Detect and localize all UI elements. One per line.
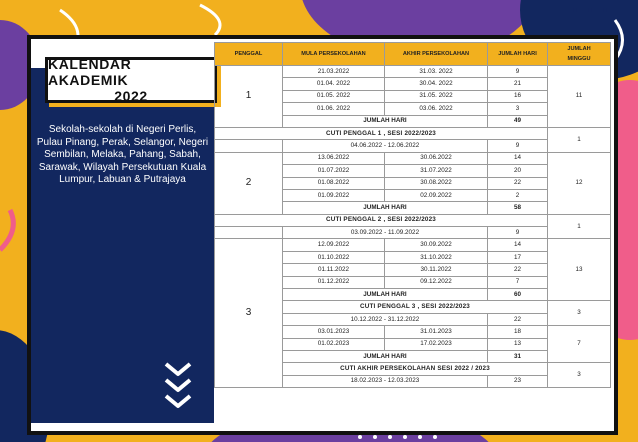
akhir-cell: 31.03. 2022 xyxy=(385,66,488,78)
header-akhir: AKHIR PERSEKOLAHAN xyxy=(385,43,488,66)
akhir-cell: 31.01.2023 xyxy=(385,326,488,338)
mula-cell: 01.12.2022 xyxy=(283,276,385,288)
minggu-cell: 13 xyxy=(548,239,611,301)
header-mula: MULA PERSEKOLAHAN xyxy=(283,43,385,66)
total-label: JUMLAH HARI xyxy=(283,350,488,362)
total-value: 31 xyxy=(488,350,548,362)
mula-cell: 01.06. 2022 xyxy=(283,103,385,115)
minggu-cell: 12 xyxy=(548,152,611,214)
total-value: 58 xyxy=(488,202,548,214)
akhir-cell: 30.06.2022 xyxy=(385,152,488,164)
mula-cell: 01.07.2022 xyxy=(283,165,385,177)
hari-cell: 20 xyxy=(488,165,548,177)
hari-cell: 9 xyxy=(488,66,548,78)
hari-cell: 7 xyxy=(488,276,548,288)
hari-cell: 3 xyxy=(488,103,548,115)
mula-cell: 01.09.2022 xyxy=(283,189,385,201)
total-label: JUMLAH HARI xyxy=(283,115,488,127)
akhir-cell: 31.05. 2022 xyxy=(385,90,488,102)
mula-cell: 01.10.2022 xyxy=(283,251,385,263)
penggal-1-label: 1 xyxy=(215,66,283,128)
break-hari: 9 xyxy=(488,140,548,152)
break-range: 03.09.2022 - 11.09.2022 xyxy=(283,227,488,239)
triple-chevron-down-icon xyxy=(163,360,193,412)
break-row xyxy=(215,214,611,226)
page-year: 2022 xyxy=(114,88,148,104)
break-row xyxy=(215,127,611,139)
break-label: CUTI PENGGAL 3 , SESI 2022/2023 xyxy=(283,301,548,313)
header-jumlah-minggu-line2: MINGGU xyxy=(567,56,591,62)
total-value: 60 xyxy=(488,289,548,301)
break-label: CUTI PENGGAL 1 , SESI 2022/2023 xyxy=(215,127,548,139)
mula-cell: 21.03.2022 xyxy=(283,66,385,78)
hari-cell: 18 xyxy=(488,326,548,338)
total-value: 49 xyxy=(488,115,548,127)
break-range: 10.12.2022 - 31.12.2022 xyxy=(283,313,488,325)
akhir-cell: 17.02.2023 xyxy=(385,338,488,350)
final-break-minggu: 3 xyxy=(548,363,611,388)
break-hari: 22 xyxy=(488,313,548,325)
header-jumlah-hari: JUMLAH HARI xyxy=(488,43,548,66)
mula-cell: 01.08.2022 xyxy=(283,177,385,189)
akhir-cell: 03.06. 2022 xyxy=(385,103,488,115)
hari-cell: 2 xyxy=(488,189,548,201)
break-minggu: 3 xyxy=(548,301,611,326)
akhir-cell: 09.12.2022 xyxy=(385,276,488,288)
final-break-label: CUTI AKHIR PERSEKOLAHAN SESI 2022 / 2023 xyxy=(283,363,548,375)
akhir-cell: 30.04. 2022 xyxy=(385,78,488,90)
mula-cell: 01.05. 2022 xyxy=(283,90,385,102)
minggu-cell: 11 xyxy=(548,66,611,128)
spacer-cell xyxy=(215,140,283,152)
table-row xyxy=(215,66,611,78)
akhir-cell: 31.07.2022 xyxy=(385,165,488,177)
states-description: Sekolah-sekolah di Negeri Perlis, Pulau Pinang, Perak, Selangor, Negeri Sembilan, Melaka, Pahang, Sabah, Sarawak, Wilayah Persekutuan Kuala Lumpur, Labuan & Putrajaya xyxy=(36,124,209,186)
header-penggal: PENGGAL xyxy=(215,43,283,66)
total-label: JUMLAH HARI xyxy=(283,202,488,214)
hari-cell: 14 xyxy=(488,152,548,164)
hari-cell: 21 xyxy=(488,78,548,90)
table-header-row xyxy=(215,43,611,66)
hari-cell: 17 xyxy=(488,251,548,263)
total-label: JUMLAH HARI xyxy=(283,289,488,301)
mula-cell: 01.04. 2022 xyxy=(283,78,385,90)
title-card xyxy=(45,57,217,103)
akhir-cell: 02.09.2022 xyxy=(385,189,488,201)
akhir-cell: 30.09.2022 xyxy=(385,239,488,251)
table-row xyxy=(215,152,611,164)
spacer-cell xyxy=(215,227,283,239)
minggu-cell: 7 xyxy=(548,326,611,363)
hari-cell: 22 xyxy=(488,177,548,189)
final-break-hari: 23 xyxy=(488,375,548,387)
mula-cell: 03.01.2023 xyxy=(283,326,385,338)
akhir-cell: 31.10.2022 xyxy=(385,251,488,263)
break-hari: 9 xyxy=(488,227,548,239)
table-row xyxy=(215,239,611,251)
penggal-2-label: 2 xyxy=(215,152,283,214)
penggal-3-label: 3 xyxy=(215,239,283,388)
academic-calendar-table xyxy=(214,42,611,388)
break-range: 04.06.2022 - 12.06.2022 xyxy=(283,140,488,152)
break-minggu: 1 xyxy=(548,214,611,239)
header-jumlah-minggu xyxy=(548,43,611,66)
hari-cell: 22 xyxy=(488,264,548,276)
mula-cell: 13.06.2022 xyxy=(283,152,385,164)
hari-cell: 13 xyxy=(488,338,548,350)
final-break-range: 18.02.2023 - 12.03.2023 xyxy=(283,375,488,387)
header-jumlah-minggu-line1: JUMLAH xyxy=(567,46,591,52)
break-minggu: 1 xyxy=(548,127,611,152)
mula-cell: 12.09.2022 xyxy=(283,239,385,251)
hari-cell: 14 xyxy=(488,239,548,251)
akhir-cell: 30.11.2022 xyxy=(385,264,488,276)
akhir-cell: 30.08.2022 xyxy=(385,177,488,189)
break-label: CUTI PENGGAL 2 , SESI 2022/2023 xyxy=(215,214,548,226)
mula-cell: 01.02.2023 xyxy=(283,338,385,350)
hari-cell: 16 xyxy=(488,90,548,102)
page-title: KALENDAR AKADEMIK xyxy=(48,56,132,88)
mula-cell: 01.11.2022 xyxy=(283,264,385,276)
